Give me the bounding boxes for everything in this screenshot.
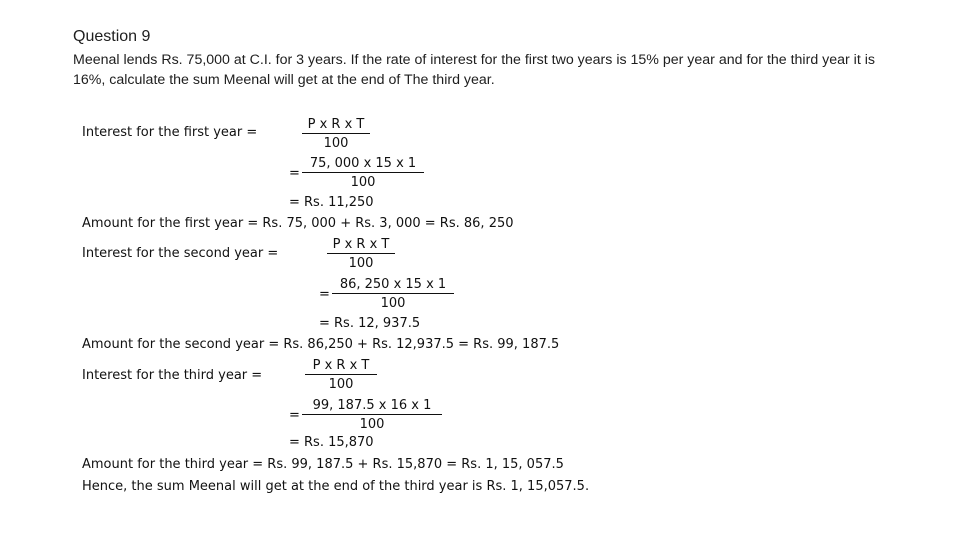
year2-substitution-fraction [332,277,454,311]
year3-formula-denominator: 100 [328,377,354,392]
year3-interest-label: Interest for the third year = [82,368,263,383]
year1-interest-result: = Rs. 11,250 [289,195,374,210]
year2-substitution-numerator: 86, 250 x 15 x 1 [332,277,454,294]
conclusion-line: Hence, the sum Meenal will get at the end of the third year is Rs. 1, 15,057.5. [82,479,590,494]
year2-formula-fraction [327,237,395,271]
year1-equals-sign: = [289,166,300,181]
year3-formula-numerator: P x R x T [305,358,377,375]
year2-amount-line: Amount for the second year = Rs. 86,250 + Rs. 12,937.5 = Rs. 99, 187.5 [82,337,560,352]
year2-formula-denominator: 100 [348,256,374,271]
year1-substitution-fraction [302,156,424,190]
year1-interest-label: Interest for the first year = [82,125,258,140]
year3-equals-sign: = [289,408,300,423]
year1-formula-denominator: 100 [323,136,349,151]
year1-substitution-numerator: 75, 000 x 15 x 1 [302,156,424,173]
year3-substitution-numerator: 99, 187.5 x 16 x 1 [302,398,442,415]
page-title: Question 9 [73,28,151,45]
year3-amount-line: Amount for the third year = Rs. 99, 187.5 + Rs. 15,870 = Rs. 1, 15, 057.5 [82,457,564,472]
year1-substitution-denominator: 100 [350,175,376,190]
year2-interest-label: Interest for the second year = [82,246,279,261]
year3-substitution-denominator: 100 [359,417,385,432]
year3-formula-fraction [305,358,377,392]
year2-substitution-denominator: 100 [380,296,406,311]
year3-substitution-fraction [302,398,442,432]
year1-amount-line: Amount for the first year = Rs. 75, 000 + Rs. 3, 000 = Rs. 86, 250 [82,216,514,231]
year2-equals-sign: = [319,287,330,302]
year1-formula-fraction [302,117,370,151]
year3-interest-result: = Rs. 15,870 [289,435,374,450]
question-text: Meenal lends Rs. 75,000 at C.I. for 3 years. If the rate of interest for the first two years is 15% per year and for the third year it is 16%, calculate the sum Meenal will get at the end of The third year. [73,52,875,88]
year2-interest-result: = Rs. 12, 937.5 [319,316,421,331]
year2-formula-numerator: P x R x T [327,237,395,254]
year1-formula-numerator: P x R x T [302,117,370,134]
